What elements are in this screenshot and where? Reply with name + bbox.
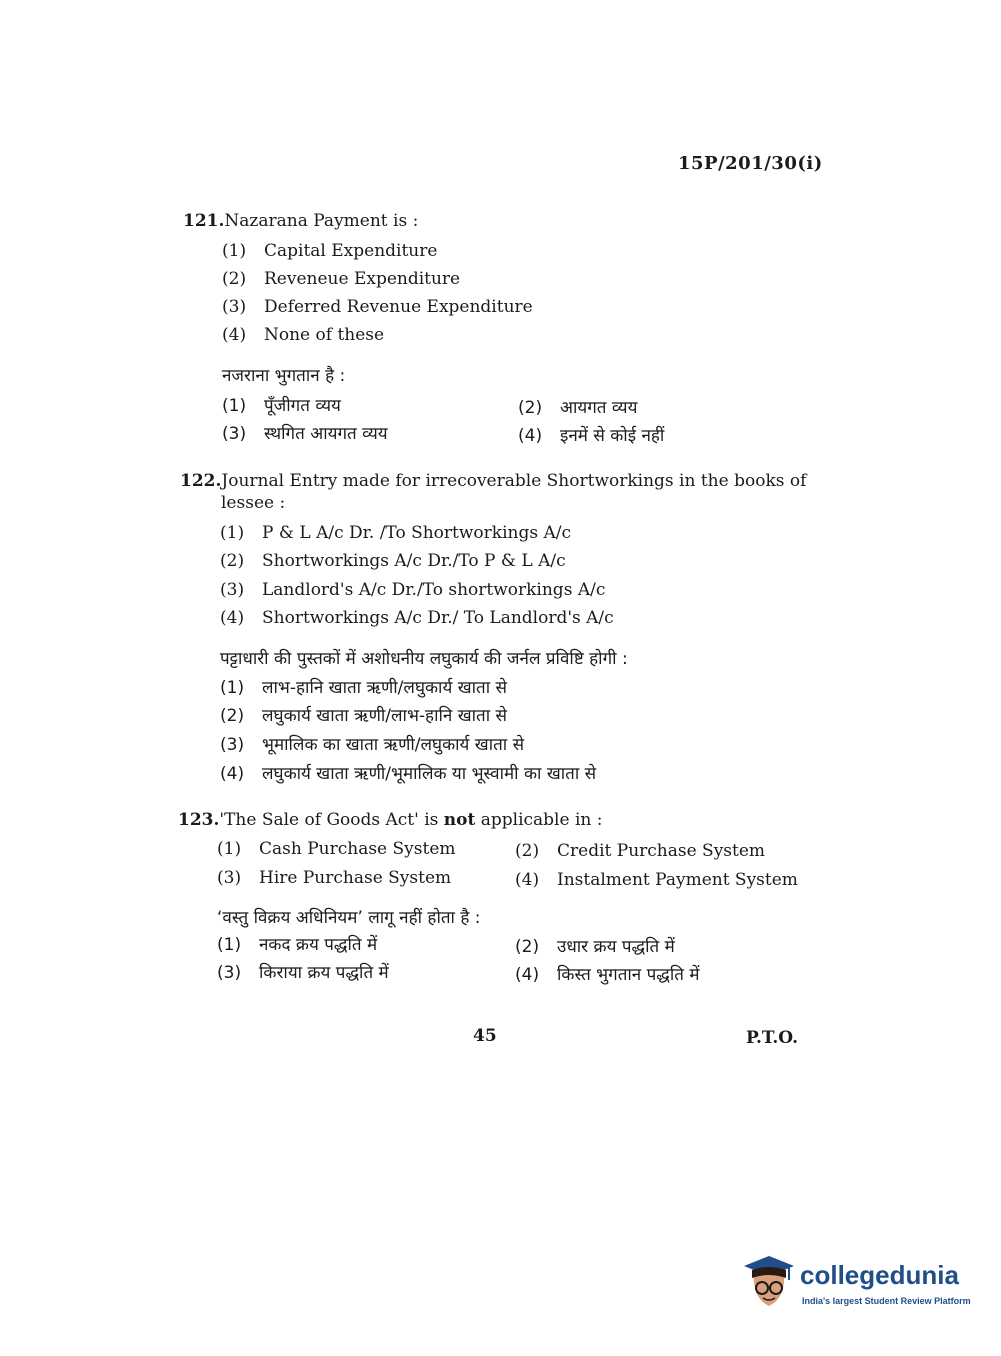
question-121 — [183, 211, 418, 231]
option-121-2: (2) Reveneue Expenditure — [222, 269, 461, 289]
question-text: Journal Entry made for irrecoverable Shortworkings in the books of — [221, 471, 807, 491]
question-123-hindi: ‘वस्तु विक्रय अधिनियम’ लागू नहीं होता है : — [217, 908, 481, 928]
option-122-hindi-4: (4) लघुकार्य खाता ऋणी/भूमालिक या भूस्वामी का खाता से — [220, 764, 597, 784]
option-123-3: (3) Hire Purchase System — [217, 868, 452, 888]
option-121-1: (1) Capital Expenditure — [222, 241, 438, 261]
option-123-hindi-1: (1) नकद क्रय पद्धति में — [217, 935, 378, 955]
student-face-icon — [742, 1254, 796, 1312]
question-122-hindi: पट्टाधारी की पुस्तकों में अशोधनीय लघुकार्य की जर्नल प्रविष्टि होगी : — [220, 649, 628, 669]
option-123-hindi-3: (3) किराया क्रय पद्धति में — [217, 963, 389, 983]
page-number: 45 — [473, 1026, 497, 1046]
option-122-hindi-2: (2) लघुकार्य खाता ऋणी/लाभ-हानि खाता से — [220, 706, 508, 726]
question-121-hindi: नजराना भुगतान है : — [222, 366, 346, 386]
question-number: 121. — [183, 211, 225, 231]
option-122-4: (4) Shortworkings A/c Dr./ To Landlord's A/c — [220, 608, 614, 628]
option-122-1: (1) P & L A/c Dr. /To Shortworkings A/c — [220, 523, 572, 543]
question-text: 'The Sale of Goods Act' is — [219, 810, 444, 830]
option-123-4: (4) Instalment Payment System — [515, 870, 798, 890]
option-122-hindi-3: (3) भूमालिक का खाता ऋणी/लघुकार्य खाता से — [220, 735, 525, 755]
pto-label: P.T.O. — [746, 1028, 798, 1048]
brand-tagline: India's largest Student Review Platform — [802, 1296, 971, 1306]
option-121-hindi-1: (1) पूँजीगत व्यय — [222, 396, 341, 416]
option-122-3: (3) Landlord's A/c Dr./To shortworkings A/c — [220, 580, 606, 600]
option-123-2: (2) Credit Purchase System — [515, 841, 766, 861]
collegedunia-logo — [742, 1250, 972, 1320]
question-text-end: applicable in : — [475, 810, 603, 830]
option-122-2: (2) Shortworkings A/c Dr./To P & L A/c — [220, 551, 566, 571]
option-123-1: (1) Cash Purchase System — [217, 839, 456, 859]
brand-name: collegedunia — [800, 1260, 959, 1290]
question-emphasis: not — [443, 810, 476, 830]
question-123 — [178, 810, 602, 830]
option-121-hindi-3: (3) स्थगित आयगत व्यय — [222, 424, 388, 444]
option-121-hindi-4: (4) इनमें से कोई नहीं — [518, 426, 665, 446]
question-text: Nazarana Payment is : — [224, 211, 419, 231]
question-number: 123. — [178, 810, 220, 830]
option-122-hindi-1: (1) लाभ-हानि खाता ऋणी/लघुकार्य खाता से — [220, 678, 508, 698]
option-121-3: (3) Deferred Revenue Expenditure — [222, 297, 533, 317]
option-121-hindi-2: (2) आयगत व्यय — [518, 398, 638, 418]
option-121-4: (4) None of these — [222, 325, 385, 345]
question-number: 122. — [180, 471, 222, 491]
question-122-line2: lessee : — [221, 493, 286, 513]
option-123-hindi-2: (2) उधार क्रय पद्धति में — [515, 937, 675, 957]
paper-code: 15P/201/30(i) — [678, 153, 823, 174]
option-123-hindi-4: (4) किस्त भुगतान पद्धति में — [515, 965, 700, 985]
question-122 — [180, 471, 806, 491]
